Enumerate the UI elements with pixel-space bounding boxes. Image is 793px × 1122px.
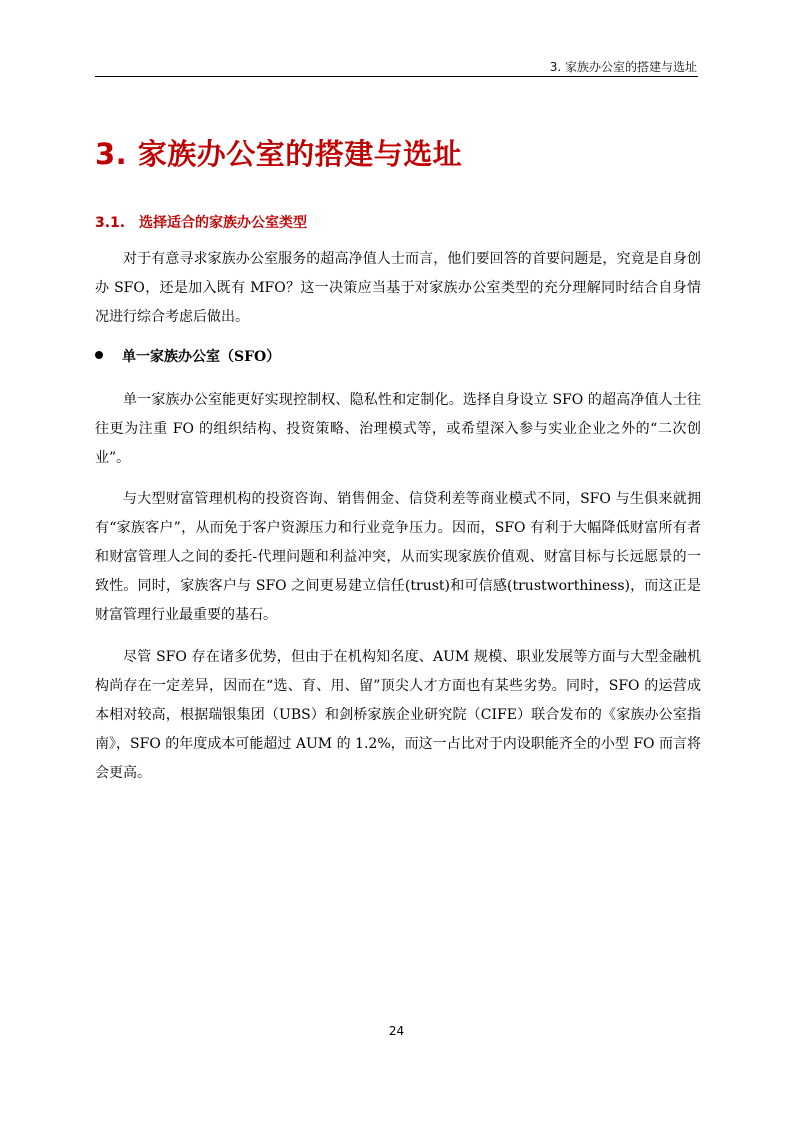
bullet-dot-icon <box>95 351 103 359</box>
body-paragraph: 与大型财富管理机构的投资咨询、销售佣金、信贷利差等商业模式不同，SFO 与生俱来就拥有“家族客户”，从而免于客户资源压力和行业竞争压力。因而，SFO 有利于大幅降低财富所有者和财富管理人之间的委托-代理问题和利益冲突，从而实现家族价值观、财富目标与长远愿景的一致性。同时，家族客户与 SFO 之间更易建立信任(trust)和可信感(trustworthiness)，而这正是财富管理行业最重要的基石。 <box>95 491 701 623</box>
section-heading <box>95 212 307 232</box>
running-header: 3. 家族办公室的搭建与选址 <box>549 60 697 74</box>
header-rule <box>95 76 698 77</box>
intro-paragraph: 对于有意寻求家族办公室服务的超高净值人士而言，他们要回答的首要问题是，究竟是自身创办 SFO，还是加入既有 MFO？这一决策应当基于对家族办公室类型的充分理解同时结合自身情况进行综合考虑后做出。 <box>95 251 701 325</box>
chapter-title: 3. 家族办公室的搭建与选址 <box>95 137 463 171</box>
bullet-label: 单一家族办公室（SFO） <box>122 349 281 365</box>
body-paragraph: 单一家族办公室能更好实现控制权、隐私性和定制化。选择自身设立 SFO 的超高净值人士往往更为注重 FO 的组织结构、投资策略、治理模式等，或希望深入参与实业企业之外的“二次创业”。 <box>95 392 701 466</box>
page-number: 24 <box>388 1024 405 1038</box>
section-number: 3.1. <box>95 215 126 231</box>
bullet-item <box>95 343 280 372</box>
section-title: 选择适合的家族办公室类型 <box>139 215 307 231</box>
body-paragraph: 尽管 SFO 存在诸多优势，但由于在机构知名度、AUM 规模、职业发展等方面与大型金融机构尚存在一定差异，因而在“选、育、用、留”顶尖人才方面也有某些劣势。同时，SFO 的运营成本相对较高，根据瑞银集团（UBS）和剑桥家族企业研究院（CIFE）联合发布的《家族办公室指南》，SFO 的年度成本可能超过 AUM 的 1.2%，而这一占比对于内设职能齐全的小型 FO 而言将会更高。 <box>95 649 701 781</box>
